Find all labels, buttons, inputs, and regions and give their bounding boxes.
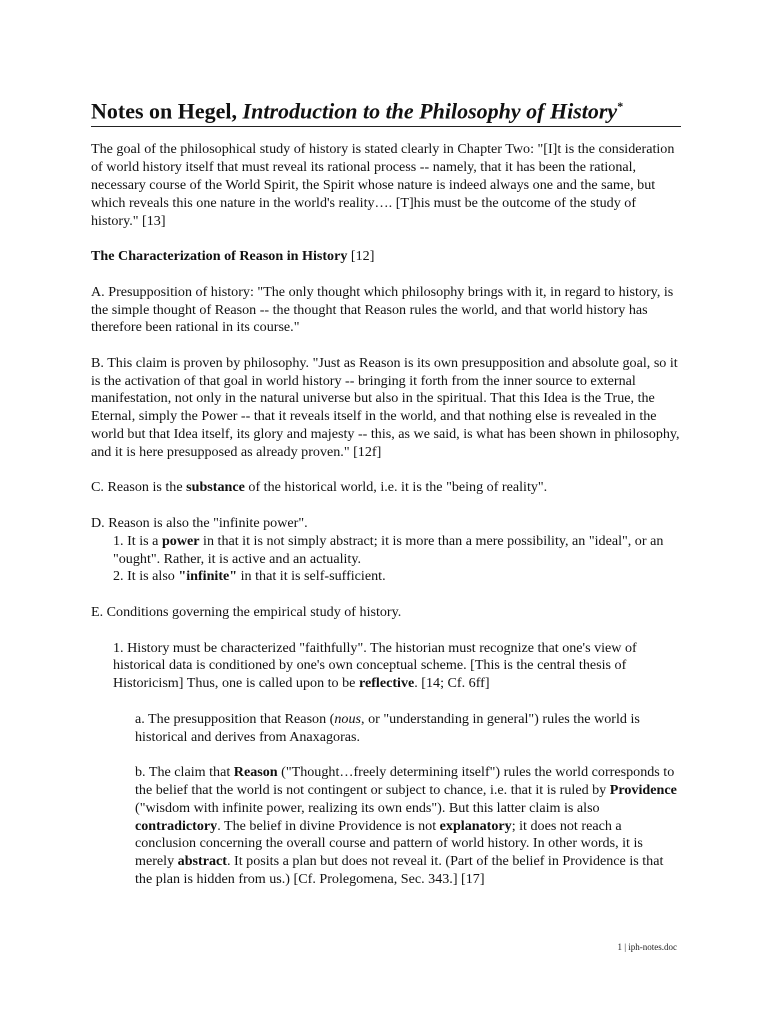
item-b: B. This claim is proven by philosophy. "Just as Reason is its own presupposition and absolute goal, so it is the activation of that goal in world history -- bringing it forth from the inner source to external manifestation, not only in the natural universe but also in the spiritual. That this Idea is the True, the Eternal, simply the Power -- that it reveals itself in the world, and that nothing else is revealed in the world but that Idea itself, its glory and majesty -- this, as we said, is what has been shown in philosophy, and it is here presupposed as already proven." [12f] (91, 354, 680, 460)
item-e1b-text-6: . It posits a plan but does not reveal it. (Part of the belief in Providence is that the plan is hidden from us.) [Cf. Prolegomena, Sec. 343.] [17] (135, 853, 664, 887)
item-d-heading: D. Reason is also the "infinite power". (91, 515, 308, 532)
item-e1b-bold-1: Reason (233, 764, 278, 781)
item-e1b (91, 764, 681, 889)
section-heading (91, 248, 681, 266)
page-footer: 1 | iph-notes.doc (617, 942, 677, 952)
title-plain: Notes on Hegel, (91, 98, 243, 124)
item-e1b-text-5: ; it does not reach a conclusion concerning the overall course and pattern of world history. In other words, it is merely (135, 817, 643, 870)
item-c-bold: substance (186, 479, 245, 496)
item-c-pre: C. Reason is the (91, 479, 187, 496)
item-e-heading: E. Conditions governing the empirical study of history. (91, 604, 402, 621)
item-d1 (91, 533, 681, 569)
section-heading-ref: [12] (347, 248, 375, 265)
item-e1b-bold-3: contradictory (135, 817, 218, 834)
item-e1a (91, 711, 681, 747)
item-d1-post: in that it is not simply abstract; it is more than a mere possibility, an "ideal", or an "ought". Rather, it is active and an actuality. (113, 532, 664, 567)
item-e1 (91, 640, 681, 693)
item-e1-pre: 1. History must be characterized "faithfully". The historian must recognize that one's view of historical data is conditioned by one's own conceptual scheme. [This is the central thesis of Historicism] Thus, one is called upon to be (113, 639, 637, 692)
document-title (91, 92, 681, 127)
item-e1b-text-2: ("Thought…freely determining itself") rules the world corresponds to the belief that the world is not contingent or subject to chance, i.e. that it is ruled by (135, 764, 675, 799)
item-a: A. Presupposition of history: "The only thought which philosophy brings with it, in regard to history, is the simple thought of Reason -- the thought that Reason rules the world, and that world history has therefore been rational in its course." (91, 283, 674, 336)
item-e1-bold: reflective (358, 675, 415, 692)
item-e1-post: . [14; Cf. 6ff] (414, 675, 490, 692)
item-e1b-text-4: . The belief in divine Providence is not (217, 817, 440, 834)
item-e1a-italic: nous (334, 710, 362, 727)
item-e1b-bold-4: explanatory (439, 817, 512, 834)
item-d2 (91, 568, 681, 586)
item-e1b-bold-2: Providence (609, 782, 677, 799)
item-c-post: of the historical world, i.e. it is the "being of reality". (244, 479, 548, 496)
document-page (91, 92, 681, 889)
section-heading-text: The Characterization of Reason in History (91, 248, 348, 265)
intro-paragraph: The goal of the philosophical study of history is stated clearly in Chapter Two: "[I]t is the consideration of world history itself that must reveal its rational process -- namely, that it has been the rational, necessary course of the World Spirit, the Spirit whose nature is indeed always one and the same, but which reveals this one nature in the world's reality…. [T]his must be the outcome of the study of history." [13] (91, 141, 675, 229)
item-e1a-pre: a. The presupposition that Reason ( (135, 710, 335, 727)
item-d2-pre: 2. It is also (113, 568, 179, 585)
item-d1-pre: 1. It is a (113, 532, 162, 549)
item-c (91, 479, 681, 497)
item-d2-bold: "infinite" (178, 568, 238, 585)
title-italic: Introduction to the Philosophy of History (242, 98, 618, 124)
item-d1-bold: power (161, 532, 200, 549)
item-e1b-text-3: ("wisdom with infinite power, realizing its own ends"). But this latter claim is also (135, 799, 600, 816)
item-e1a-post: , or "understanding in general") rules the world is historical and derives from Anaxagoras. (135, 710, 640, 745)
item-e1b-text-1: b. The claim that (135, 764, 234, 781)
item-d2-post: in that it is self-sufficient. (237, 568, 386, 585)
title-footnote-mark: * (617, 99, 624, 113)
item-e1b-bold-5: abstract (177, 853, 227, 870)
